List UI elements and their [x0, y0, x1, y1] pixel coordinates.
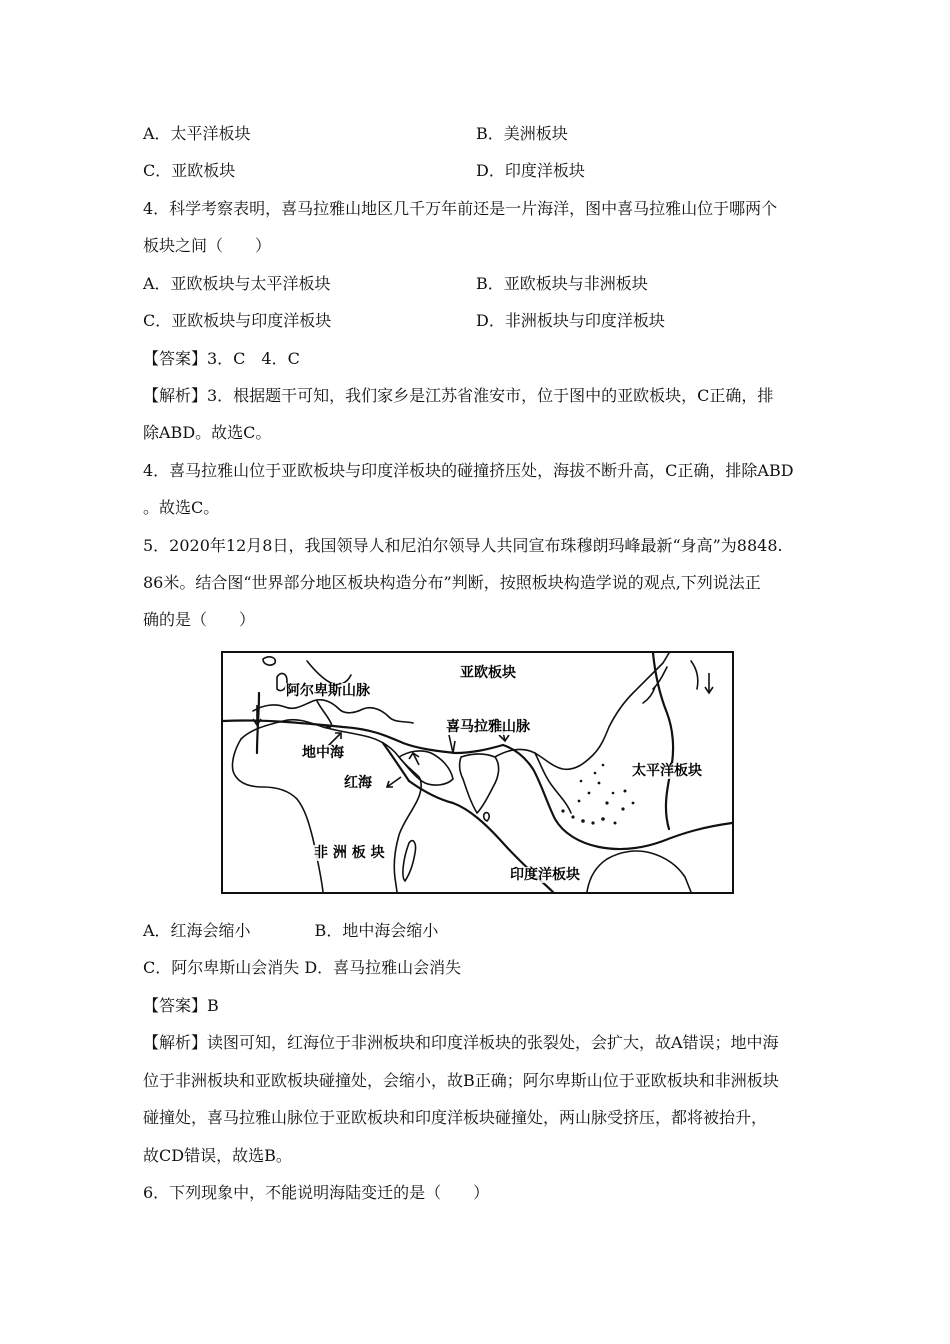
italy	[317, 701, 332, 727]
label-pacific-plate: 太平洋板块	[632, 763, 702, 779]
label-indian-plate: 印度洋板块	[510, 867, 580, 883]
answer-3-4: 【答案】3．C 4．C	[143, 349, 300, 368]
q5-stem-line2: 86米。结合图“世界部分地区板块构造分布”判断，按照板块构造学说的观点,下列说法正	[143, 573, 761, 592]
q4-option-b: B．亚欧板块与非洲板块	[476, 274, 648, 293]
q5-options-row2: C．阿尔卑斯山会消失 D．喜马拉雅山会消失	[143, 958, 462, 977]
analysis-5-line4: 故CD错误，故选B。	[143, 1146, 292, 1165]
q3-option-a: A．太平洋板块	[143, 124, 251, 143]
label-alps: 阿尔卑斯山脉	[286, 683, 370, 699]
australia	[587, 851, 691, 892]
boundary-himalaya	[503, 745, 732, 849]
q3-option-d: D．印度洋板块	[476, 161, 585, 180]
q4-option-a: A．亚欧板块与太平洋板块	[143, 274, 331, 293]
analysis-3-4-line1: 【解析】3．根据题干可知，我们家乡是江苏省淮安市，位于图中的亚欧板块，C正确，排	[143, 386, 774, 405]
q4-option-d: D．非洲板块与印度洋板块	[476, 311, 665, 330]
iceland	[263, 657, 275, 665]
label-red-sea: 红海	[344, 775, 372, 791]
q4-stem-line2: 板块之间（ ）	[143, 236, 272, 255]
q5-stem-line3: 确的是（ ）	[143, 610, 256, 629]
analysis-5-line3: 碰撞处，喜马拉雅山脉位于亚欧板块和印度洋板块碰撞处，两山脉受挤压，都将被抬升，	[143, 1108, 768, 1127]
label-african-plate: 非 洲 板 块	[314, 845, 385, 861]
kamchatka	[691, 661, 698, 689]
boundary-red-sea	[383, 743, 409, 781]
analysis-3-4-line4: 。故选C。	[143, 498, 220, 517]
analysis-3-4-line3: 4．喜马拉雅山位于亚欧板块与印度洋板块的碰撞挤压处，海拔不断升高，C正确，排除ABD	[143, 461, 794, 480]
answer-5: 【答案】B	[143, 996, 219, 1015]
q3-option-c: C．亚欧板块	[143, 161, 236, 180]
label-mediterranean: 地中海	[302, 745, 344, 761]
label-himalaya: 喜马拉雅山脉	[446, 719, 530, 735]
plate-tectonics-map	[221, 651, 734, 894]
europe-coastline	[253, 700, 413, 723]
africa-west-coast	[232, 739, 323, 892]
madagascar	[403, 841, 416, 881]
q4-option-c: C．亚欧板块与印度洋板块	[143, 311, 332, 330]
island-dots	[561, 764, 634, 825]
east-asia-coast	[495, 653, 669, 769]
analysis-5-line1: 【解析】读图可知，红海位于非洲板块和印度洋板块的张裂处，会扩大，故A错误；地中海	[143, 1033, 779, 1052]
scandinavia	[307, 661, 351, 685]
sri-lanka	[484, 813, 489, 821]
analysis-3-4-line2: 除ABD。故选C。	[143, 423, 272, 442]
boundary-pacific-west	[653, 653, 673, 829]
label-eurasian-plate: 亚欧板块	[460, 665, 516, 681]
india	[460, 754, 499, 813]
q3-option-b: B．美洲板块	[476, 124, 568, 143]
q4-stem-line1: 4．科学考察表明，喜马拉雅山地区几千万年前还是一片海洋，图中喜马拉雅山位于哪两个	[143, 199, 778, 218]
q6-stem: 6．下列现象中，不能说明海陆变迁的是（ ）	[143, 1183, 490, 1202]
q5-stem-line1: 5．2020年12月8日，我国领导人和尼泊尔领导人共同宣布珠穆朗玛峰最新“身高”为8848.	[143, 536, 783, 555]
analysis-5-line2: 位于非洲板块和亚欧板块碰撞处，会缩小，故B正确；阿尔卑斯山位于亚欧板块和非洲板块	[143, 1071, 779, 1090]
q5-options-row1: A．红海会缩小 B．地中海会缩小	[143, 921, 439, 940]
